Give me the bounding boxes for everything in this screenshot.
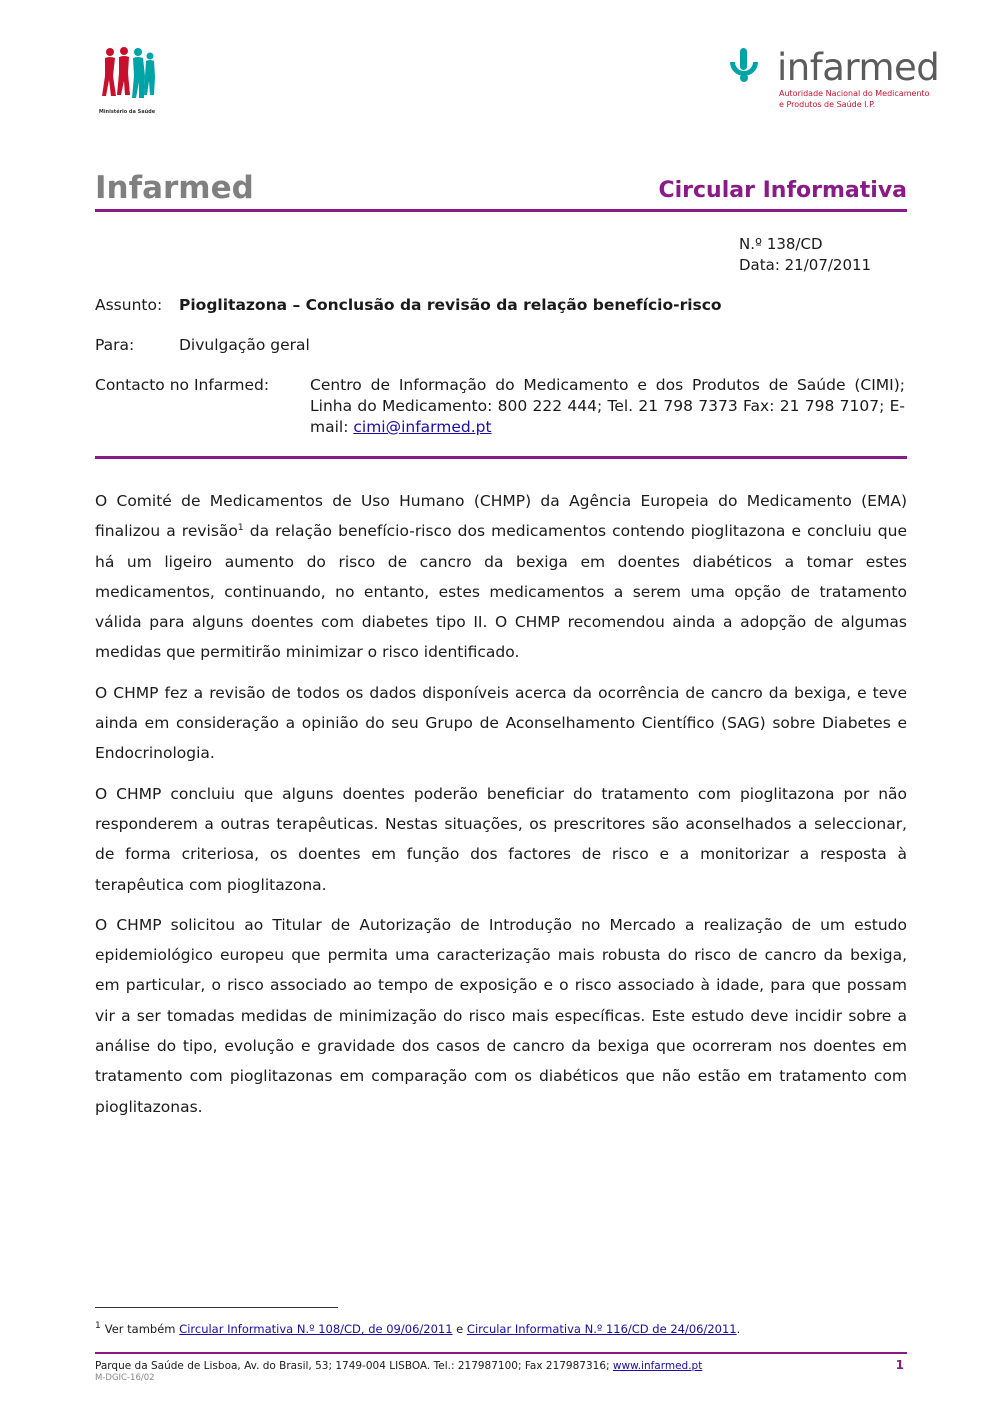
footnote: $^1$ Ver também Circular Informativa N.º 108/CD, de 09/06/2011 e Circular Informativa N.º 116/CD de 24/06/2011. — [95, 1321, 741, 1336]
section-divider — [95, 456, 907, 459]
footnote-ref: 1 — [237, 523, 244, 534]
paragraph-1: O Comité de Medicamentos de Uso Humano (CHMP) da Agência Europeia do Medicamento (EMA) finalizou a revisão$^1$ da relação benefício-risco dos medicamentos contendo pioglitazona e concluiu que há um ligeiro aumento do risco de cancro da bexiga em doentes diabéticos a tomar estes medicamentos, continuando, no entanto, estes medicamentos a serem uma opção de tratamento válida para alguns doentes com diabetes tipo II. O CHMP recomendou ainda a adopção de algumas medidas que permitirão minimizar o risco identificado. — [95, 492, 907, 662]
contact-details — [310, 375, 905, 438]
subject-label: Assunto: — [95, 296, 163, 314]
contact-email-link[interactable]: cimi@infarmed.pt — [353, 418, 492, 436]
infarmed-logo-subtitle-1: Autoridade Nacional do Medicamento — [779, 89, 930, 98]
document-number: N.º 138/CD — [739, 235, 823, 253]
footer-divider — [95, 1352, 907, 1354]
paragraph-2: O CHMP fez a revisão de todos os dados disponíveis acerca da ocorrência de cancro da bexiga, e teve ainda em consideração a opinião do seu Grupo de Aconselhamento Científico (SAG) sobre Diabetes e Endocrinologia. — [95, 683, 907, 763]
ministry-caption: Ministério da Saúde — [98, 109, 156, 115]
header-divider — [95, 209, 907, 212]
recipient-label: Para: — [95, 336, 135, 354]
recipient-value: Divulgação geral — [179, 336, 310, 354]
footnote-mark: 1 — [95, 1321, 101, 1331]
footnote-divider — [95, 1307, 338, 1308]
document-body — [95, 486, 907, 1132]
ministerio-saude-logo — [96, 46, 160, 118]
footer-address: Parque da Saúde de Lisboa, Av. do Brasil, 53; 1749-004 LISBOA. Tel.: 217987100; Fax 217987316; www.infarmed.pt — [95, 1360, 703, 1372]
page-title: Infarmed — [95, 170, 254, 206]
paragraph-3: O CHMP concluiu que alguns doentes poderão beneficiar do tratamento com pioglitazona por não responderem a outras terapêuticas. Nestas situações, os prescritores são aconselhados a seleccionar, de forma criteriosa, os doentes em função dos factores de risco e a monitorizar a resposta à terapêutica com pioglitazona. — [95, 784, 907, 894]
infarmed-logo-wordmark: infarmed — [777, 46, 940, 89]
infarmed-logo-subtitle-2: e Produtos de Saúde I.P. — [779, 100, 876, 109]
footnote-link-108[interactable]: Circular Informativa N.º 108/CD, de 09/06/2011 — [179, 1321, 453, 1336]
form-code: M-DGIC-16/02 — [95, 1373, 155, 1383]
website-link[interactable]: www.infarmed.pt — [612, 1360, 703, 1372]
footnote-link-116[interactable]: Circular Informativa N.º 116/CD de 24/06/2011 — [466, 1321, 737, 1336]
paragraph-4: O CHMP solicitou ao Titular de Autorização de Introdução no Mercado a realização de um estudo epidemiológico europeu que permita uma caracterização mais robusta do risco de cancro da bexiga, em particular, o risco associado ao tempo de exposição e o risco associado à idade, para que possam vir a ser tomadas medidas de minimização do risco mais específicas. Este estudo deve incidir sobre a análise do tipo, evolução e gravidade dos casos de cancro da bexiga que ocorreram nos doentes em tratamento com pioglitazonas em comparação com os diabéticos que não estão em tratamento com pioglitazonas. — [95, 915, 907, 1116]
document-date: Data: 21/07/2011 — [739, 256, 872, 274]
subject-value: Pioglitazona – Conclusão da revisão da relação benefício-risco — [179, 296, 722, 314]
document-type: Circular Informativa — [658, 178, 907, 203]
contact-text: Centro de Informação do Medicamento e dos Produtos de Saúde (CIMI); Linha do Medicamento: 800 222 444; Tel. 21 798 7373 Fax: 21 798 7107; E-mail: — [310, 376, 905, 436]
page-number: 1 — [895, 1358, 904, 1372]
contact-label: Contacto no Infarmed: — [95, 376, 270, 394]
